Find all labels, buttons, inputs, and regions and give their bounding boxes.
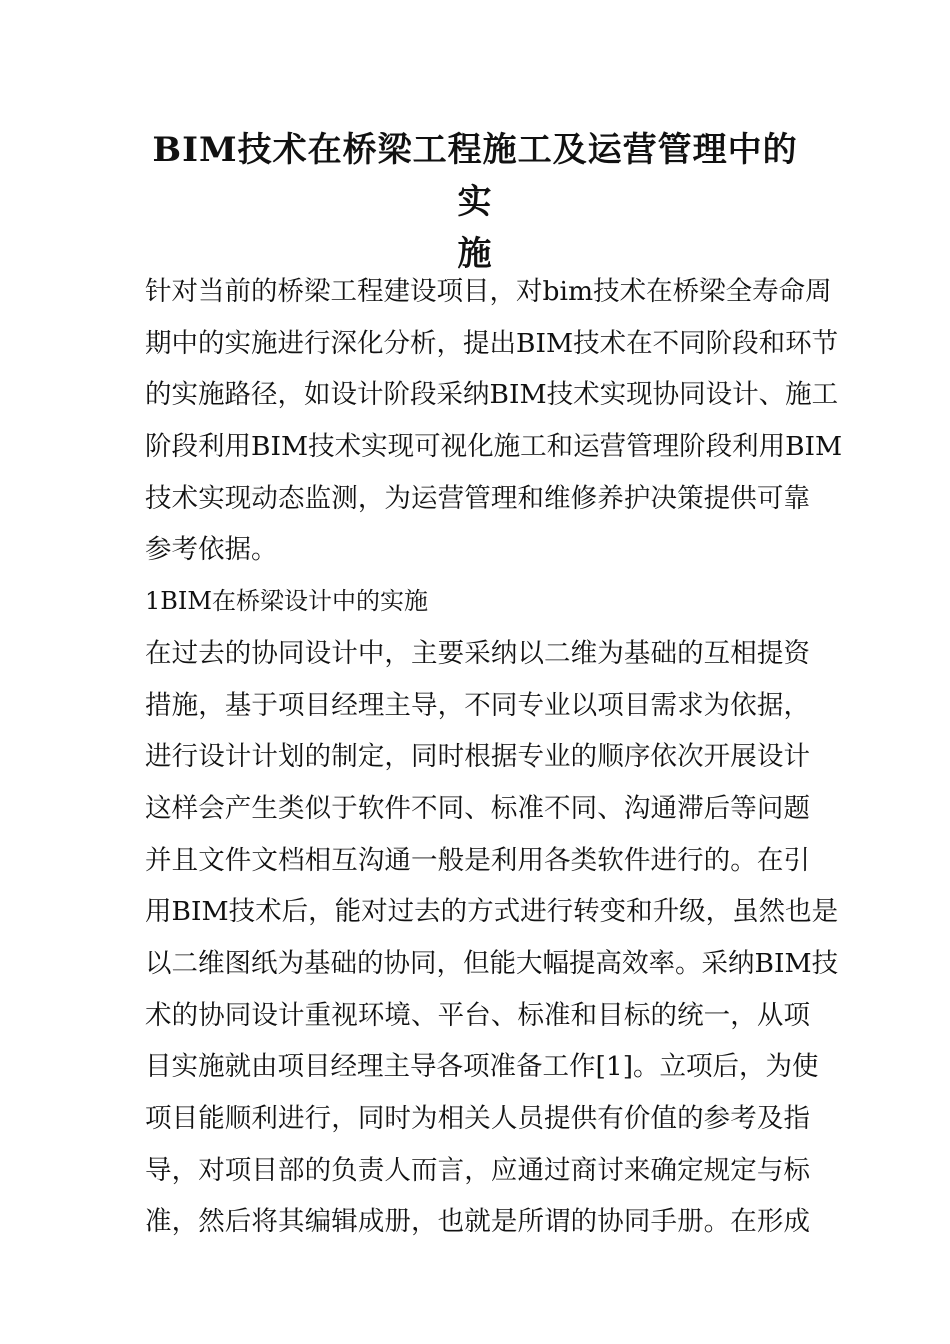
abstract-line: 针对当前的桥梁工程建设项目，对bim技术在桥梁全寿命周 <box>145 276 832 307</box>
section-line: 目实施就由项目经理主导各项准备工作[1]。立项后，为使 <box>145 1051 819 1083</box>
title-line-2: 施 <box>457 234 493 274</box>
abstract-line: 的实施路径，如设计阶段采纳BIM技术实现协同设计、施工 <box>145 379 839 411</box>
section-line: 在过去的协同设计中，主要采纳以二维为基础的互相提资 <box>145 637 810 669</box>
section-heading: 1BIM在桥梁设计中的实施 <box>145 587 428 616</box>
abstract-line: 期中的实施进行深化分析，提出BIM技术在不同阶段和环节 <box>145 327 839 359</box>
document-title <box>140 124 810 280</box>
abstract-line: 参考依据。 <box>145 534 278 566</box>
section-paragraph <box>145 628 839 1248</box>
abstract-line: 技术实现动态监测，为运营管理和维修养护决策提供可靠 <box>145 482 810 514</box>
abstract-paragraph <box>145 266 843 576</box>
section-line: 措施，基于项目经理主导，不同专业以项目需求为依据， <box>145 689 810 721</box>
title-line-1: BIM技术在桥梁工程施工及运营管理中的实 <box>152 130 798 222</box>
section-line: 项目能顺利进行，同时为相关人员提供有价值的参考及指 <box>145 1103 810 1134</box>
section-line: 这样会产生类似于软件不同、标准不同、沟通滞后等问题 <box>145 792 810 824</box>
section-line: 并且文件文档相互沟通一般是利用各类软件进行的。在引 <box>145 844 810 876</box>
section-line: 准，然后将其编辑成册，也就是所谓的协同手册。在形成 <box>145 1206 810 1238</box>
section-line: 术的协同设计重视环境、平台、标准和目标的统一，从项 <box>145 999 810 1031</box>
section-line: 进行设计计划的制定，同时根据专业的顺序依次开展设计 <box>145 741 810 773</box>
section-line: 以二维图纸为基础的协同，但能大幅提高效率。采纳BIM技 <box>145 947 839 979</box>
section-line: 用BIM技术后，能对过去的方式进行转变和升级，虽然也是 <box>145 896 839 928</box>
abstract-line: 阶段利用BIM技术实现可视化施工和运营管理阶段利用BIM <box>145 431 843 463</box>
document-body <box>145 266 843 1248</box>
section-line: 导，对项目部的负责人而言，应通过商讨来确定规定与标 <box>145 1154 810 1186</box>
